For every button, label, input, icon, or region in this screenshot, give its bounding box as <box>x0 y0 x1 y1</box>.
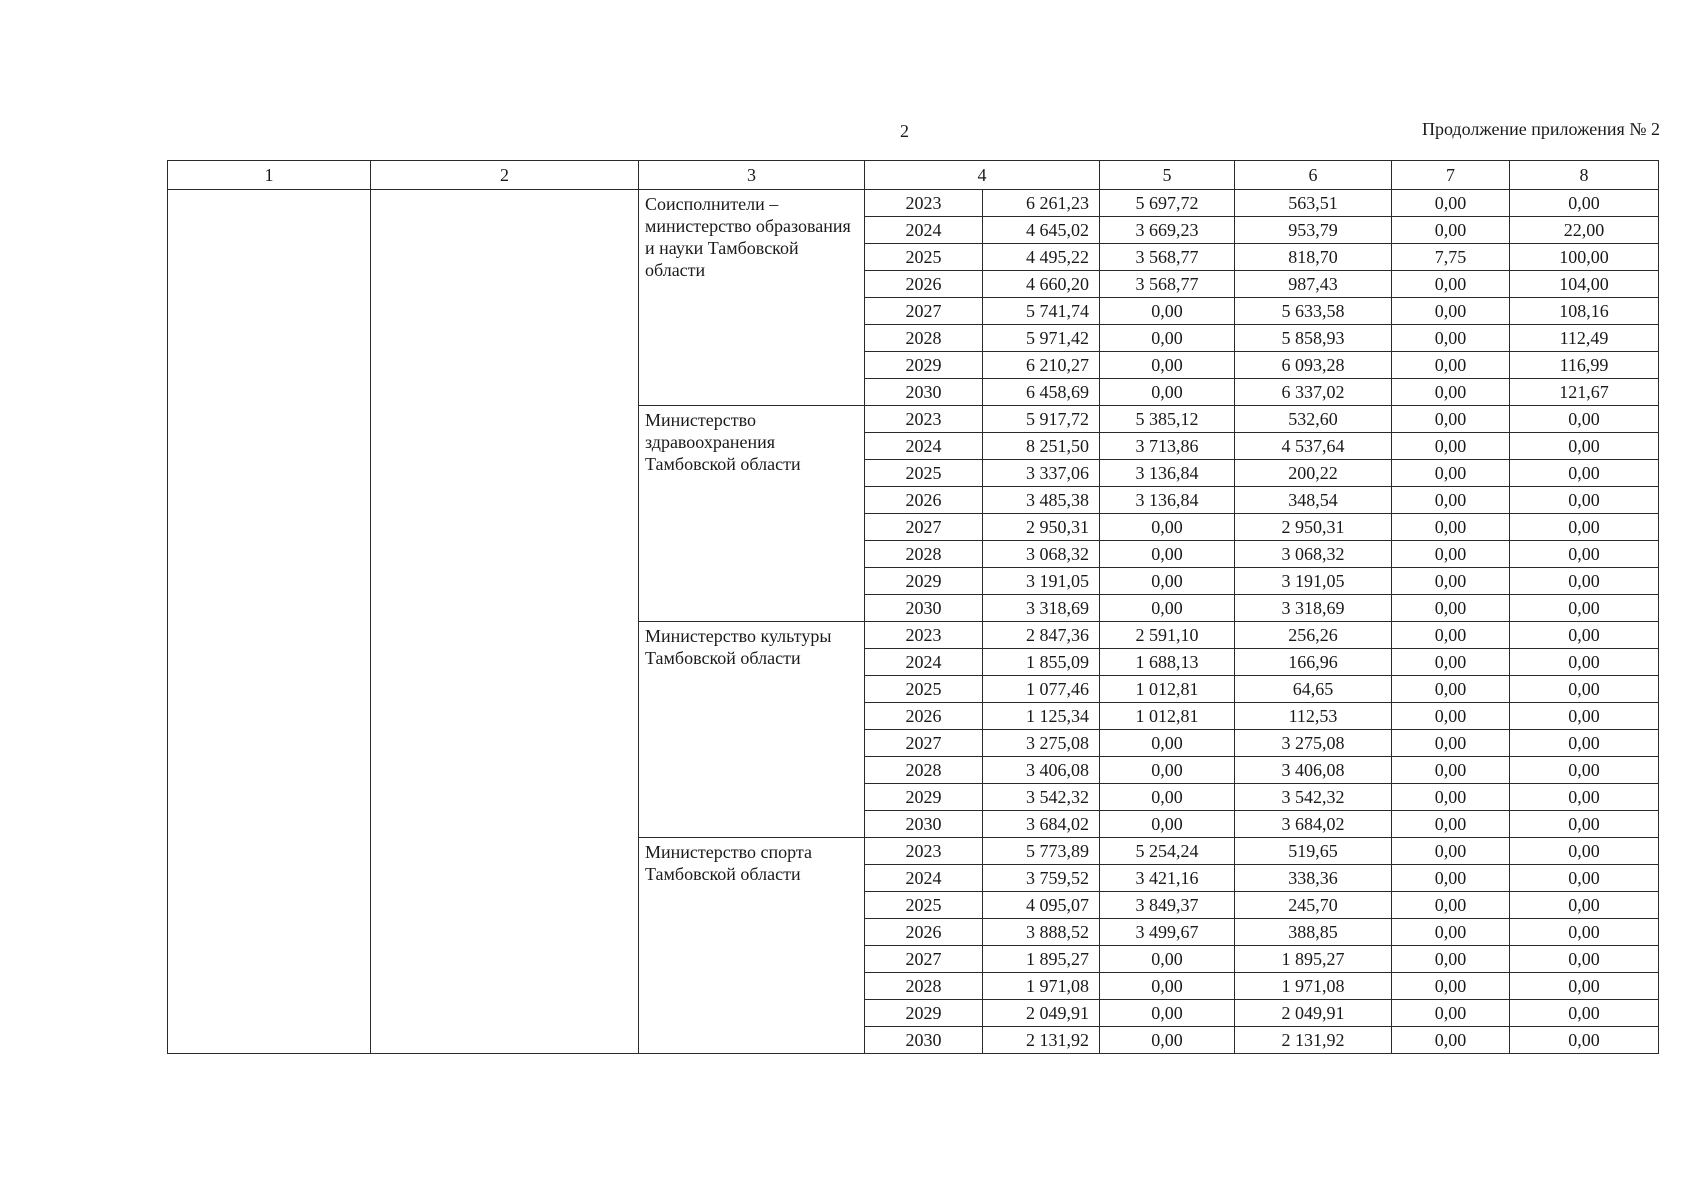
col5-cell: 5 697,72 <box>1100 190 1235 217</box>
year-cell: 2028 <box>865 973 983 1000</box>
col7-cell: 0,00 <box>1392 730 1510 757</box>
total-cell: 3 068,32 <box>983 541 1100 568</box>
col-header-6: 6 <box>1235 161 1392 190</box>
total-cell: 2 950,31 <box>983 514 1100 541</box>
col5-cell: 0,00 <box>1100 298 1235 325</box>
year-cell: 2028 <box>865 541 983 568</box>
total-cell: 3 542,32 <box>983 784 1100 811</box>
col8-cell: 104,00 <box>1510 271 1659 298</box>
col7-cell: 0,00 <box>1392 703 1510 730</box>
col7-cell: 0,00 <box>1392 676 1510 703</box>
total-cell: 1 077,46 <box>983 676 1100 703</box>
year-cell: 2028 <box>865 325 983 352</box>
col5-cell: 3 669,23 <box>1100 217 1235 244</box>
col7-cell: 0,00 <box>1392 946 1510 973</box>
total-cell: 3 318,69 <box>983 595 1100 622</box>
col5-cell: 0,00 <box>1100 541 1235 568</box>
total-cell: 3 406,08 <box>983 757 1100 784</box>
year-cell: 2025 <box>865 676 983 703</box>
col2-merged-cell <box>371 190 639 1054</box>
col6-cell: 2 950,31 <box>1235 514 1392 541</box>
col8-cell: 0,00 <box>1510 730 1659 757</box>
col8-cell: 0,00 <box>1510 892 1659 919</box>
col6-cell: 818,70 <box>1235 244 1392 271</box>
col6-cell: 563,51 <box>1235 190 1392 217</box>
col7-cell: 0,00 <box>1392 298 1510 325</box>
executor-cell: Министерство спорта Тамбовской области <box>639 838 865 1054</box>
col6-cell: 3 191,05 <box>1235 568 1392 595</box>
col7-cell: 0,00 <box>1392 379 1510 406</box>
col8-cell: 0,00 <box>1510 568 1659 595</box>
col7-cell: 0,00 <box>1392 757 1510 784</box>
col5-cell: 0,00 <box>1100 730 1235 757</box>
total-cell: 5 917,72 <box>983 406 1100 433</box>
year-cell: 2027 <box>865 730 983 757</box>
col-header-7: 7 <box>1392 161 1510 190</box>
col5-cell: 0,00 <box>1100 784 1235 811</box>
year-cell: 2029 <box>865 352 983 379</box>
year-cell: 2023 <box>865 838 983 865</box>
col8-cell: 100,00 <box>1510 244 1659 271</box>
col7-cell: 0,00 <box>1392 487 1510 514</box>
col6-cell: 6 093,28 <box>1235 352 1392 379</box>
col7-cell: 0,00 <box>1392 190 1510 217</box>
year-cell: 2024 <box>865 649 983 676</box>
col7-cell: 0,00 <box>1392 865 1510 892</box>
total-cell: 3 275,08 <box>983 730 1100 757</box>
col8-cell: 0,00 <box>1510 1027 1659 1054</box>
col8-cell: 0,00 <box>1510 946 1659 973</box>
col6-cell: 166,96 <box>1235 649 1392 676</box>
year-cell: 2025 <box>865 460 983 487</box>
col8-cell: 0,00 <box>1510 433 1659 460</box>
col7-cell: 0,00 <box>1392 217 1510 244</box>
col8-cell: 0,00 <box>1510 541 1659 568</box>
col5-cell: 1 012,81 <box>1100 676 1235 703</box>
budget-table <box>167 160 1659 1054</box>
col5-cell: 3 568,77 <box>1100 244 1235 271</box>
col7-cell: 0,00 <box>1392 325 1510 352</box>
col7-cell: 0,00 <box>1392 352 1510 379</box>
year-cell: 2026 <box>865 271 983 298</box>
col7-cell: 7,75 <box>1392 244 1510 271</box>
col7-cell: 0,00 <box>1392 973 1510 1000</box>
column-number-row <box>168 161 1659 190</box>
col7-cell: 0,00 <box>1392 1000 1510 1027</box>
total-cell: 3 191,05 <box>983 568 1100 595</box>
total-cell: 8 251,50 <box>983 433 1100 460</box>
executor-cell: Соисполнители – министерство образования и науки Тамбовской области <box>639 190 865 406</box>
col6-cell: 200,22 <box>1235 460 1392 487</box>
col8-cell: 0,00 <box>1510 1000 1659 1027</box>
col5-cell: 0,00 <box>1100 352 1235 379</box>
col6-cell: 245,70 <box>1235 892 1392 919</box>
year-cell: 2030 <box>865 1027 983 1054</box>
year-cell: 2024 <box>865 217 983 244</box>
col6-cell: 256,26 <box>1235 622 1392 649</box>
col8-cell: 116,99 <box>1510 352 1659 379</box>
col5-cell: 0,00 <box>1100 1027 1235 1054</box>
col5-cell: 0,00 <box>1100 757 1235 784</box>
col7-cell: 0,00 <box>1392 271 1510 298</box>
col6-cell: 1 895,27 <box>1235 946 1392 973</box>
total-cell: 4 660,20 <box>983 271 1100 298</box>
year-cell: 2023 <box>865 190 983 217</box>
col6-cell: 348,54 <box>1235 487 1392 514</box>
year-cell: 2027 <box>865 298 983 325</box>
col8-cell: 0,00 <box>1510 865 1659 892</box>
year-cell: 2030 <box>865 811 983 838</box>
col5-cell: 0,00 <box>1100 568 1235 595</box>
col5-cell: 0,00 <box>1100 811 1235 838</box>
col8-cell: 0,00 <box>1510 190 1659 217</box>
col6-cell: 3 318,69 <box>1235 595 1392 622</box>
page-number: 2 <box>900 121 909 141</box>
col6-cell: 3 684,02 <box>1235 811 1392 838</box>
col5-cell: 3 136,84 <box>1100 460 1235 487</box>
col-header-8: 8 <box>1510 161 1659 190</box>
total-cell: 1 895,27 <box>983 946 1100 973</box>
col8-cell: 0,00 <box>1510 460 1659 487</box>
col5-cell: 0,00 <box>1100 514 1235 541</box>
col8-cell: 0,00 <box>1510 487 1659 514</box>
col7-cell: 0,00 <box>1392 460 1510 487</box>
total-cell: 3 759,52 <box>983 865 1100 892</box>
col6-cell: 64,65 <box>1235 676 1392 703</box>
total-cell: 3 888,52 <box>983 919 1100 946</box>
year-cell: 2029 <box>865 568 983 595</box>
col8-cell: 0,00 <box>1510 703 1659 730</box>
col-header-3: 3 <box>639 161 865 190</box>
total-cell: 2 131,92 <box>983 1027 1100 1054</box>
total-cell: 1 125,34 <box>983 703 1100 730</box>
col-header-1: 1 <box>168 161 371 190</box>
col8-cell: 0,00 <box>1510 757 1659 784</box>
col7-cell: 0,00 <box>1392 892 1510 919</box>
col6-cell: 4 537,64 <box>1235 433 1392 460</box>
col6-cell: 338,36 <box>1235 865 1392 892</box>
col-header-2: 2 <box>371 161 639 190</box>
col8-cell: 0,00 <box>1510 811 1659 838</box>
col7-cell: 0,00 <box>1392 919 1510 946</box>
col8-cell: 0,00 <box>1510 973 1659 1000</box>
col7-cell: 0,00 <box>1392 406 1510 433</box>
year-cell: 2030 <box>865 379 983 406</box>
col6-cell: 953,79 <box>1235 217 1392 244</box>
col7-cell: 0,00 <box>1392 649 1510 676</box>
col7-cell: 0,00 <box>1392 622 1510 649</box>
col6-cell: 6 337,02 <box>1235 379 1392 406</box>
col6-cell: 3 406,08 <box>1235 757 1392 784</box>
col7-cell: 0,00 <box>1392 784 1510 811</box>
col5-cell: 3 713,86 <box>1100 433 1235 460</box>
year-cell: 2025 <box>865 244 983 271</box>
total-cell: 4 645,02 <box>983 217 1100 244</box>
total-cell: 4 095,07 <box>983 892 1100 919</box>
col7-cell: 0,00 <box>1392 433 1510 460</box>
col6-cell: 5 633,58 <box>1235 298 1392 325</box>
col6-cell: 3 542,32 <box>1235 784 1392 811</box>
col5-cell: 3 849,37 <box>1100 892 1235 919</box>
year-cell: 2026 <box>865 703 983 730</box>
col5-cell: 3 421,16 <box>1100 865 1235 892</box>
table-body <box>168 190 1659 1054</box>
col6-cell: 1 971,08 <box>1235 973 1392 1000</box>
col5-cell: 3 136,84 <box>1100 487 1235 514</box>
col6-cell: 2 049,91 <box>1235 1000 1392 1027</box>
col8-cell: 0,00 <box>1510 622 1659 649</box>
total-cell: 6 458,69 <box>983 379 1100 406</box>
year-cell: 2023 <box>865 406 983 433</box>
col7-cell: 0,00 <box>1392 811 1510 838</box>
col6-cell: 5 858,93 <box>1235 325 1392 352</box>
col5-cell: 0,00 <box>1100 595 1235 622</box>
total-cell: 5 971,42 <box>983 325 1100 352</box>
col6-cell: 388,85 <box>1235 919 1392 946</box>
year-cell: 2028 <box>865 757 983 784</box>
col5-cell: 5 254,24 <box>1100 838 1235 865</box>
col6-cell: 987,43 <box>1235 271 1392 298</box>
year-cell: 2023 <box>865 622 983 649</box>
col7-cell: 0,00 <box>1392 568 1510 595</box>
total-cell: 6 210,27 <box>983 352 1100 379</box>
col1-merged-cell <box>168 190 371 1054</box>
total-cell: 4 495,22 <box>983 244 1100 271</box>
col6-cell: 112,53 <box>1235 703 1392 730</box>
col5-cell: 0,00 <box>1100 946 1235 973</box>
col5-cell: 2 591,10 <box>1100 622 1235 649</box>
col8-cell: 0,00 <box>1510 649 1659 676</box>
year-cell: 2024 <box>865 865 983 892</box>
col5-cell: 3 568,77 <box>1100 271 1235 298</box>
col7-cell: 0,00 <box>1392 838 1510 865</box>
total-cell: 3 485,38 <box>983 487 1100 514</box>
col8-cell: 0,00 <box>1510 784 1659 811</box>
total-cell: 5 773,89 <box>983 838 1100 865</box>
col6-cell: 3 068,32 <box>1235 541 1392 568</box>
col5-cell: 1 012,81 <box>1100 703 1235 730</box>
col5-cell: 1 688,13 <box>1100 649 1235 676</box>
year-cell: 2030 <box>865 595 983 622</box>
col7-cell: 0,00 <box>1392 514 1510 541</box>
year-cell: 2024 <box>865 433 983 460</box>
col8-cell: 121,67 <box>1510 379 1659 406</box>
col7-cell: 0,00 <box>1392 541 1510 568</box>
col8-cell: 0,00 <box>1510 514 1659 541</box>
year-cell: 2029 <box>865 784 983 811</box>
total-cell: 5 741,74 <box>983 298 1100 325</box>
col8-cell: 108,16 <box>1510 298 1659 325</box>
col5-cell: 0,00 <box>1100 1000 1235 1027</box>
col8-cell: 22,00 <box>1510 217 1659 244</box>
col8-cell: 112,49 <box>1510 325 1659 352</box>
total-cell: 3 337,06 <box>983 460 1100 487</box>
col8-cell: 0,00 <box>1510 919 1659 946</box>
col5-cell: 5 385,12 <box>1100 406 1235 433</box>
col-header-4: 4 <box>865 161 1100 190</box>
col5-cell: 0,00 <box>1100 325 1235 352</box>
col7-cell: 0,00 <box>1392 1027 1510 1054</box>
col5-cell: 0,00 <box>1100 973 1235 1000</box>
col8-cell: 0,00 <box>1510 406 1659 433</box>
col7-cell: 0,00 <box>1392 595 1510 622</box>
executor-cell: Министерство здравоохранения Тамбовской области <box>639 406 865 622</box>
total-cell: 1 855,09 <box>983 649 1100 676</box>
total-cell: 3 684,02 <box>983 811 1100 838</box>
table-row <box>168 190 1659 217</box>
col8-cell: 0,00 <box>1510 676 1659 703</box>
year-cell: 2025 <box>865 892 983 919</box>
total-cell: 2 847,36 <box>983 622 1100 649</box>
total-cell: 2 049,91 <box>983 1000 1100 1027</box>
total-cell: 1 971,08 <box>983 973 1100 1000</box>
total-cell: 6 261,23 <box>983 190 1100 217</box>
col6-cell: 2 131,92 <box>1235 1027 1392 1054</box>
col-header-5: 5 <box>1100 161 1235 190</box>
executor-cell: Министерство культуры Тамбовской области <box>639 622 865 838</box>
year-cell: 2027 <box>865 514 983 541</box>
year-cell: 2027 <box>865 946 983 973</box>
col6-cell: 532,60 <box>1235 406 1392 433</box>
year-cell: 2026 <box>865 919 983 946</box>
col6-cell: 519,65 <box>1235 838 1392 865</box>
col8-cell: 0,00 <box>1510 595 1659 622</box>
year-cell: 2029 <box>865 1000 983 1027</box>
col5-cell: 0,00 <box>1100 379 1235 406</box>
year-cell: 2026 <box>865 487 983 514</box>
col8-cell: 0,00 <box>1510 838 1659 865</box>
appendix-continuation-label: Продолжение приложения № 2 <box>1421 119 1660 139</box>
col6-cell: 3 275,08 <box>1235 730 1392 757</box>
col5-cell: 3 499,67 <box>1100 919 1235 946</box>
